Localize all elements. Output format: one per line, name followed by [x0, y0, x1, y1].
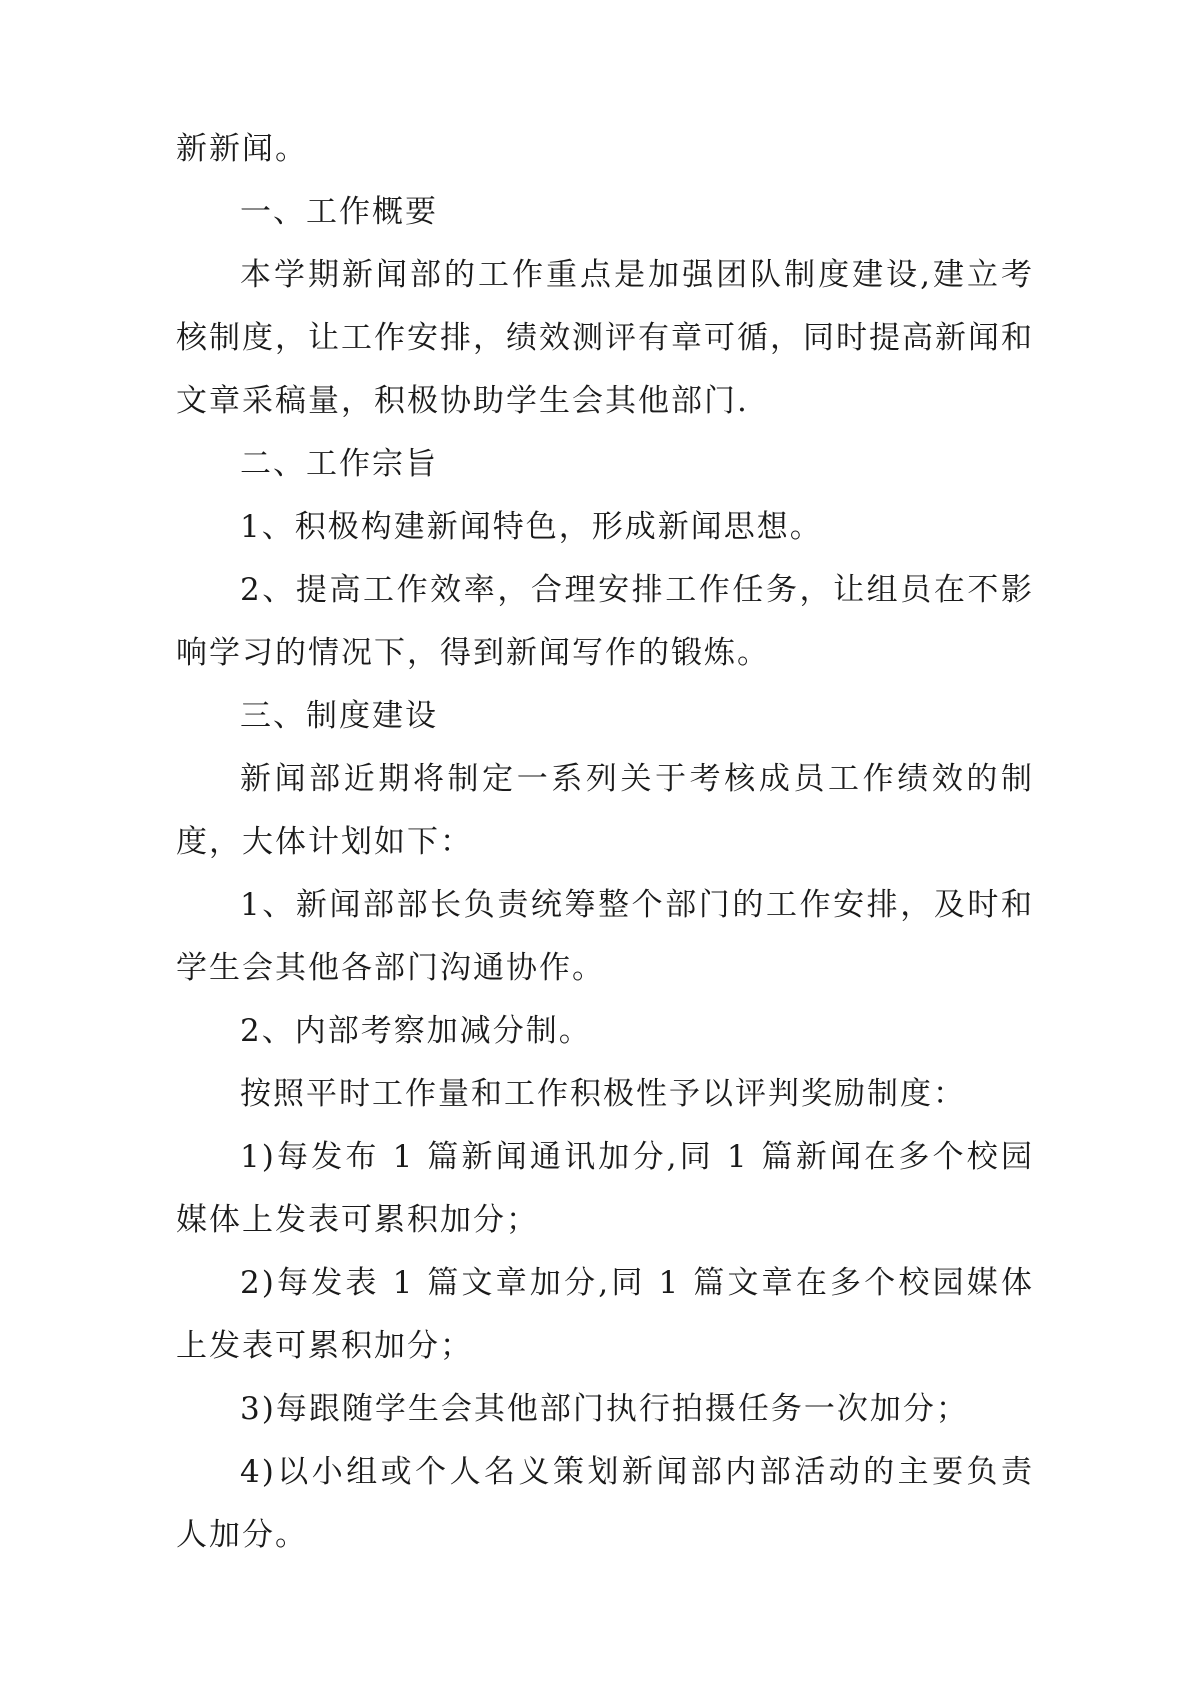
list-item: 4)以小组或个人名义策划新闻部内部活动的主要负责人加分。 — [176, 1454, 1034, 1553]
paragraph: 按照平时工作量和工作积极性予以评判奖励制度： — [240, 1076, 966, 1112]
list-item: 1)每发布 1 篇新闻通讯加分,同 1 篇新闻在多个校园媒体上发表可累积加分； — [176, 1139, 1034, 1238]
section-heading: 三、制度建设 — [240, 698, 438, 734]
paragraph: 新新闻。 — [176, 131, 308, 167]
paragraph: 新闻部近期将制定一系列关于考核成员工作绩效的制度，大体计划如下： — [176, 761, 1034, 860]
list-item: 1、新闻部部长负责统筹整个部门的工作安排，及时和学生会其他各部门沟通协作。 — [176, 887, 1034, 986]
section-heading: 一、工作概要 — [240, 194, 438, 230]
document-body — [176, 118, 1034, 1567]
section-heading: 二、工作宗旨 — [240, 446, 438, 482]
list-item: 2、提高工作效率，合理安排工作任务，让组员在不影响学习的情况下，得到新闻写作的锻炼。 — [176, 572, 1034, 671]
list-item: 1、积极构建新闻特色，形成新闻思想。 — [240, 509, 823, 545]
list-item: 2、内部考察加减分制。 — [240, 1013, 592, 1049]
paragraph: 本学期新闻部的工作重点是加强团队制度建设,建立考核制度，让工作安排，绩效测评有章可循，同时提高新闻和文章采稿量，积极协助学生会其他部门. — [176, 257, 1034, 419]
list-item: 3)每跟随学生会其他部门执行拍摄任务一次加分； — [240, 1391, 969, 1427]
list-item: 2)每发表 1 篇文章加分,同 1 篇文章在多个校园媒体上发表可累积加分； — [176, 1265, 1034, 1364]
